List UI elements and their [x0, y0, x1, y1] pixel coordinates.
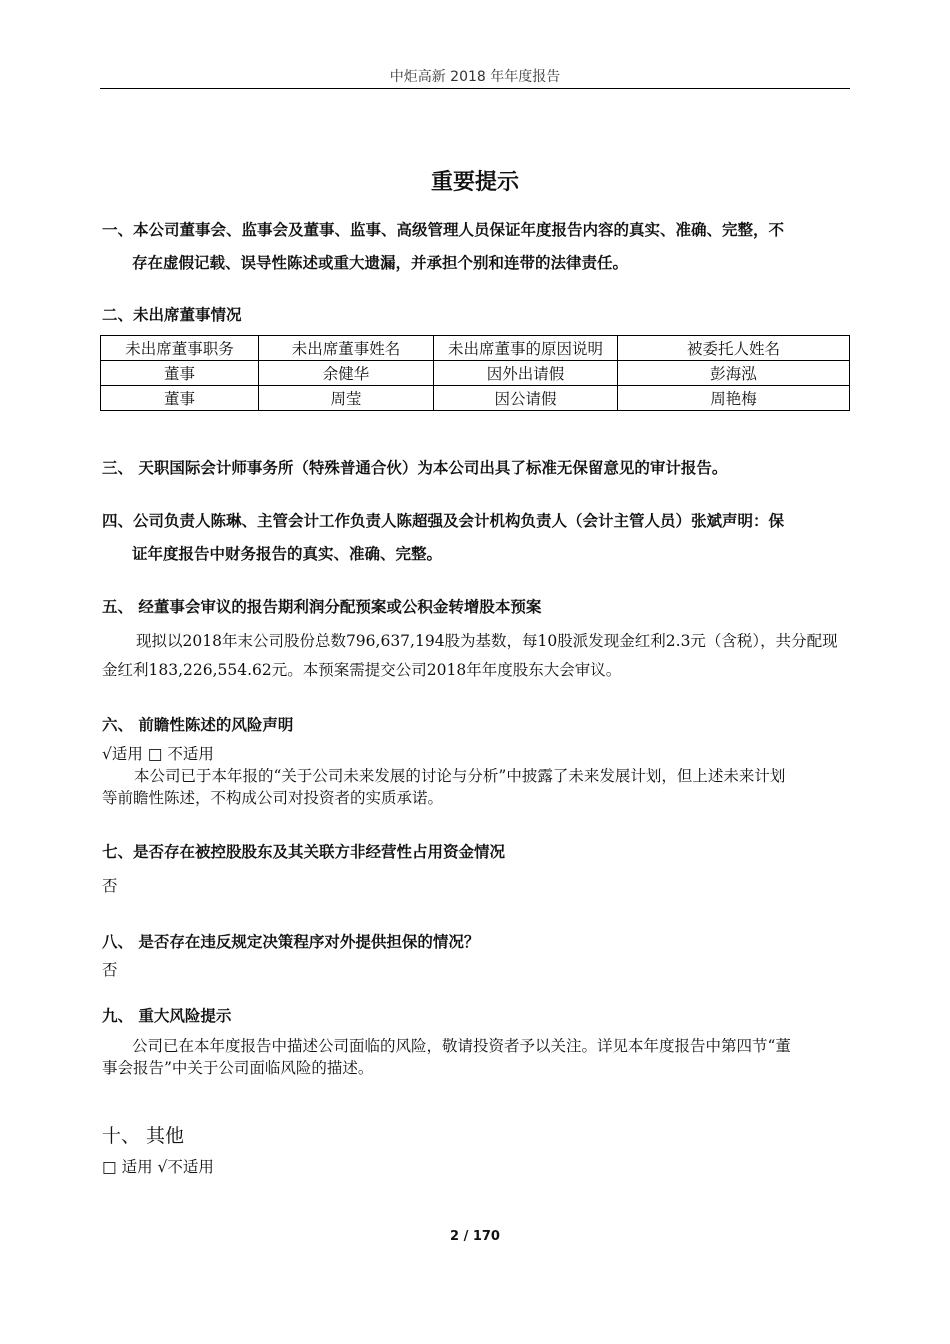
- section-10-heading: 十、 其他: [102, 1125, 185, 1147]
- section-8-answer: 否: [102, 961, 118, 979]
- page-number: 2 / 170: [450, 1229, 500, 1244]
- table-header-cell: 被委托人姓名: [618, 336, 850, 361]
- section-2-heading: 二、未出席董事情况: [102, 306, 242, 324]
- table-header-cell: 未出席董事姓名: [259, 336, 434, 361]
- running-header: 中炬高新 2018 年年度报告: [389, 69, 561, 85]
- section-7-answer: 否: [102, 877, 118, 895]
- table-cell: 董事: [101, 361, 259, 386]
- section-3-text: 三、 天职国际会计师事务所（特殊普通合伙）为本公司出具了标准无保留意见的审计报告。: [102, 459, 728, 477]
- header-divider: [100, 88, 850, 89]
- table-cell: 董事: [101, 386, 259, 411]
- section-5-line-1: 现拟以2018年末公司股份总数796,637,194股为基数，每10股派发现金红利2.3元（含税），共分配现: [136, 632, 838, 650]
- section-1-line-1: 一、本公司董事会、监事会及董事、监事、高级管理人员保证年度报告内容的真实、准确、完整，不: [102, 221, 785, 239]
- section-1-line-2: 存在虚假记载、误导性陈述或重大遗漏，并承担个别和连带的法律责任。: [132, 254, 629, 272]
- section-4-line-2: 证年度报告中财务报告的真实、准确、完整。: [132, 545, 443, 563]
- table-cell: 余健华: [259, 361, 434, 386]
- section-9-heading: 九、 重大风险提示: [102, 1007, 232, 1025]
- table-cell: 周莹: [259, 386, 434, 411]
- table-cell: 周艳梅: [618, 386, 850, 411]
- section-8-heading: 八、 是否存在违反规定决策程序对外提供担保的情况？: [102, 933, 480, 951]
- section-6-heading: 六、 前瞻性陈述的风险声明: [102, 716, 294, 734]
- section-5-heading: 五、 经董事会审议的报告期利润分配预案或公积金转增股本预案: [102, 598, 542, 616]
- table-header-cell: 未出席董事职务: [101, 336, 259, 361]
- section-10-applicability: □ 适用 √不适用: [102, 1158, 214, 1176]
- section-6-applicability: √适用 □ 不适用: [102, 745, 214, 763]
- table-cell: 因公请假: [434, 386, 618, 411]
- section-9-line-1: 公司已在本年度报告中描述公司面临的风险，敬请投资者予以关注。详见本年度报告中第四节“董: [132, 1037, 791, 1055]
- section-7-heading: 七、是否存在被控股股东及其关联方非经营性占用资金情况: [102, 843, 506, 861]
- table-cell: 彭海泓: [618, 361, 850, 386]
- table-row: [101, 386, 850, 411]
- table-row: [101, 361, 850, 386]
- table-header-row: [101, 336, 850, 361]
- section-5-line-2: 金红利183,226,554.62元。本预案需提交公司2018年年度股东大会审议。: [102, 661, 622, 679]
- section-6-line-1: 本公司已于本年报的“关于公司未来发展的讨论与分析”中披露了未来发展计划，但上述未来计划: [134, 767, 786, 785]
- section-6-line-2: 等前瞻性陈述，不构成公司对投资者的实质承诺。: [102, 789, 444, 807]
- section-9-line-2: 事会报告”中关于公司面临风险的描述。: [102, 1059, 374, 1077]
- absent-directors-table: [100, 335, 850, 411]
- page-title: 重要提示: [430, 170, 519, 195]
- table-header-cell: 未出席董事的原因说明: [434, 336, 618, 361]
- section-4-line-1: 四、公司负责人陈琳、主管会计工作负责人陈超强及会计机构负责人（会计主管人员）张斌声明：保: [102, 512, 785, 530]
- table-cell: 因外出请假: [434, 361, 618, 386]
